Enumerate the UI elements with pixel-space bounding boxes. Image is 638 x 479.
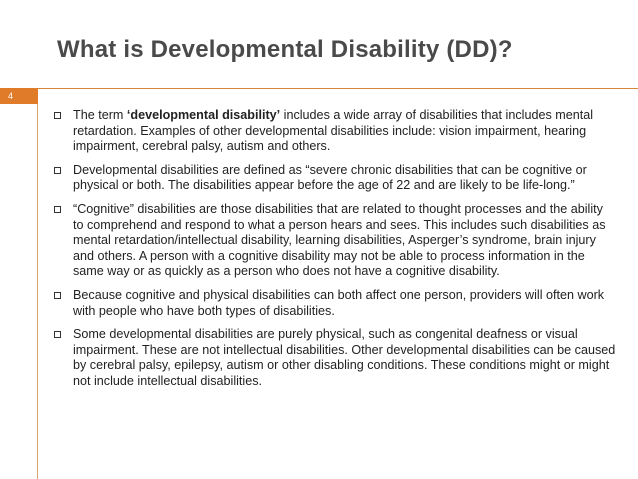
bullet-item (54, 163, 616, 194)
square-bullet-icon (54, 112, 61, 119)
square-bullet-icon (54, 206, 61, 213)
slide-title: What is Developmental Disability (DD)? (57, 36, 513, 63)
bullet-text (73, 108, 593, 153)
bullet-text: “Cognitive” disabilities are those disabilities that are related to thought processes and the ability to comprehend and respond to what a person hears and sees. This includes such disabilities as mental retardation/intellectual disability, learning disabilities, Asperger’s syndrome, brain injury and others. A person with a cognitive disability may not be able to process information in the same way or as quickly as a person who does not have a cognitive disability. (73, 201, 606, 279)
bullet-text-pre: The term (73, 108, 127, 122)
bullet-text-post: includes a wide array of disabilities that includes mental retardation. Examples of other developmental disabilities include: vision impairment, hearing impairment, cerebral palsy, autism and others. (73, 108, 594, 154)
bullet-item (54, 288, 616, 319)
bullet-text: Because cognitive and physical disabilities can both affect one person, providers will often work with people who have both types of disabilities. (73, 287, 605, 318)
square-bullet-icon (54, 167, 61, 174)
square-bullet-icon (54, 331, 61, 338)
bullet-text: Some developmental disabilities are purely physical, such as congenital deafness or visual impairment. These are not intellectual disabilities. Other developmental disabilities can be caused by cerebral palsy, epilepsy, autism or other disabling conditions. These conditions might or might not include intellectual disabilities. (73, 327, 616, 388)
bullet-item (54, 202, 616, 280)
bullet-item (54, 108, 616, 155)
left-margin-rule (37, 104, 38, 479)
square-bullet-icon (54, 292, 61, 299)
page-number-badge: 4 (0, 88, 38, 104)
bullet-list (54, 108, 616, 398)
title-divider (38, 88, 638, 89)
bullet-item (54, 327, 616, 389)
bullet-text: Developmental disabilities are defined as “severe chronic disabilities that can be cognitive or physical or both. The disabilities appear before the age of 22 and are likely to be life-long.” (73, 162, 587, 193)
bullet-text-emphasis: ‘developmental disability’ (126, 108, 281, 122)
